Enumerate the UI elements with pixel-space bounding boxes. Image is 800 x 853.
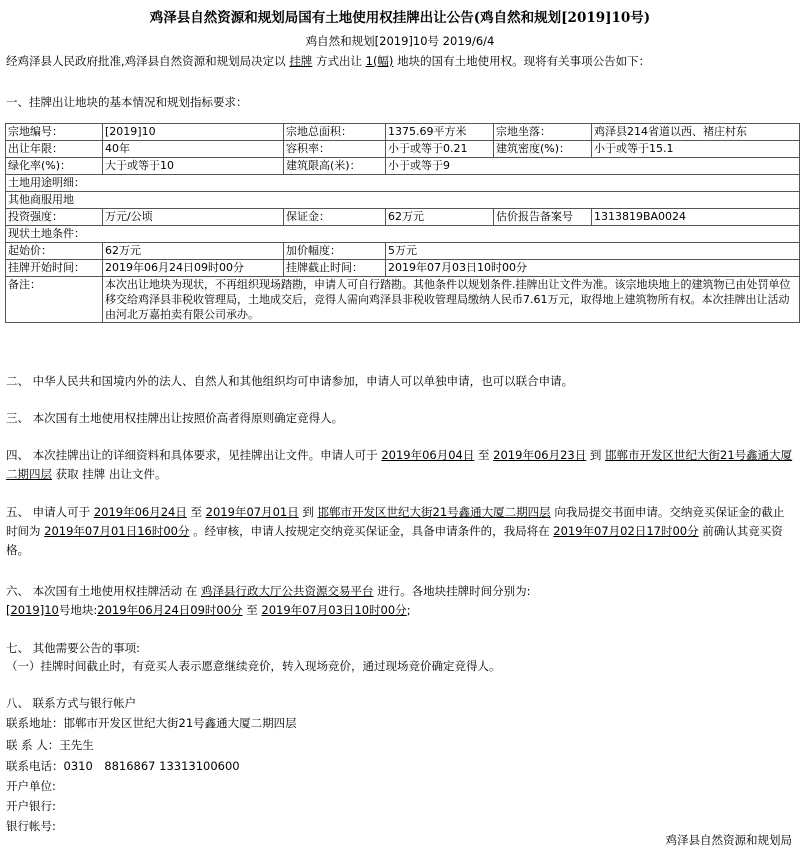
table-cell: 其他商服用地	[6, 192, 800, 209]
section-7-item: （一）挂牌时间截止时，有竞买人表示愿意继续竞价，转入现场竞价，通过现场竞价确定竞得人。	[6, 659, 501, 673]
section-7-heading: 七、 其他需要公告的事项:	[6, 641, 141, 655]
account-bank: 开户银行:	[6, 799, 56, 813]
table-row	[6, 226, 800, 243]
table-cell: 加价幅度：	[284, 243, 386, 260]
deadline-link[interactable]: 2019年07月02日17时00分	[553, 524, 699, 538]
table-cell: 起始价：	[6, 243, 103, 260]
contact-address: 联系地址：邯郸市开发区世纪大街21号鑫通大厦二期四层	[6, 716, 297, 730]
table-row	[6, 175, 800, 192]
table-cell: 备注：	[6, 277, 103, 323]
contact-phone: 联系电话：0310 8816867 13313100600	[6, 759, 240, 773]
table-cell: 1375.69平方米	[386, 124, 494, 141]
table-cell: 宗地编号：	[6, 124, 103, 141]
section-6: 六、 本次国有土地使用权挂牌活动 在 鸡泽县行政大厅公共资源交易平台 进行。各地块挂牌时间分别为: [2019]10号地块:2019年06月24日09时00分 至 2019年07月03日10时00分;	[6, 584, 531, 617]
method-link[interactable]: 挂牌	[289, 54, 313, 68]
section-5: 五、 申请人可于 2019年06月24日 至 2019年07月01日 到 邯郸市开发区世纪大街21号鑫通大厦二期四层 向我局提交书面申请。交纳竞买保证金的截止时间为 2019年07月01日16时00分 。经审核，申请人按规定交纳竞买保证金，具备申请条件的，我局将在 2019年07月02日17时00分 前确认其竞买资格。	[6, 505, 785, 557]
table-row	[6, 209, 800, 226]
table-cell: 挂牌截止时间：	[284, 260, 386, 277]
issuer-signature: 鸡泽县自然资源和规划局	[665, 833, 792, 847]
table-cell: 2019年06月24日09时00分	[103, 260, 284, 277]
account-number: 银行帐号:	[6, 819, 56, 833]
table-cell: 40年	[103, 141, 284, 158]
table-cell: [2019]10	[103, 124, 284, 141]
date-link[interactable]: 2019年06月23日	[493, 448, 587, 462]
table-cell: 小于或等于9	[386, 158, 800, 175]
table-row	[6, 260, 800, 277]
table-cell: 鸡泽县214省道以西、褚庄村东	[592, 124, 800, 141]
table-row	[6, 124, 800, 141]
deadline-link[interactable]: 2019年07月01日16时00分	[44, 524, 190, 538]
table-cell: 挂牌开始时间：	[6, 260, 103, 277]
section-8-heading: 八、 联系方式与银行帐户	[6, 696, 137, 710]
parcel-info-table	[5, 123, 800, 323]
table-cell: 宗地总面积：	[284, 124, 386, 141]
location-link[interactable]: 邯郸市开发区世纪大街21号鑫通大厦二期四层	[6, 448, 793, 481]
table-cell: 62万元	[386, 209, 494, 226]
table-cell: 62万元	[103, 243, 284, 260]
parcel-count: 1(幅)	[365, 54, 394, 68]
date-link[interactable]: 2019年07月01日	[205, 505, 299, 519]
account-unit: 开户单位:	[6, 779, 56, 793]
table-cell: 建筑密度(%)：	[494, 141, 592, 158]
table-cell: 土地用途明细：	[6, 175, 800, 192]
table-cell: 小于或等于15.1	[592, 141, 800, 158]
table-cell: 投资强度：	[6, 209, 103, 226]
table-cell: 2019年07月03日10时00分	[386, 260, 800, 277]
table-row	[6, 158, 800, 175]
table-cell: 小于或等于0.21	[386, 141, 494, 158]
table-cell: 现状土地条件：	[6, 226, 800, 243]
location-link[interactable]: 邯郸市开发区世纪大街21号鑫通大厦二期四层	[317, 505, 551, 519]
time-link[interactable]: 2019年07月03日10时00分	[261, 603, 407, 617]
table-row	[6, 243, 800, 260]
section-1-heading: 一、挂牌出让地块的基本情况和规划指标要求：	[6, 95, 248, 109]
date-link[interactable]: 2019年06月04日	[381, 448, 475, 462]
table-row	[6, 277, 800, 323]
table-cell: 建筑限高(米)：	[284, 158, 386, 175]
section-2: 二、 中华人民共和国境内外的法人、自然人和其他组织均可申请参加，申请人可以单独申请，也可以联合申请。	[6, 374, 574, 388]
parcel-code-link[interactable]: [2019]10	[6, 603, 59, 617]
date-link[interactable]: 2019年06月24日	[93, 505, 187, 519]
table-row	[6, 192, 800, 209]
table-cell: 保证金：	[284, 209, 386, 226]
table-cell: 万元/公顷	[103, 209, 284, 226]
table-row	[6, 141, 800, 158]
document-number: 鸡自然和规划[2019]10号 2019/6/4	[305, 34, 495, 48]
intro-paragraph: 经鸡泽县人民政府批准,鸡泽县自然资源和规划局决定以 挂牌 方式出让 1(幅) 地块的国有土地使用权。现将有关事项公告如下：	[6, 54, 651, 68]
table-cell: 大于或等于10	[103, 158, 284, 175]
section-4: 四、 本次挂牌出让的详细资料和具体要求，见挂牌出让文件。申请人可于 2019年06月04日 至 2019年06月23日 到 邯郸市开发区世纪大街21号鑫通大厦二期四层 获取 挂牌 出让文件。	[6, 448, 793, 481]
remarks-cell: 本次出让地块为现状，不再组织现场踏勘，申请人可自行踏勘。其他条件以规划条件.挂牌出让文件为准。该宗地块地上的建筑物已由处罚单位移交给鸡泽县非税收管理局，土地成交后，竞得人需向鸡泽县非税收管理局缴纳人民币7.61万元，取得地上建筑物所有权。本次挂牌出让活动由河北万嘉拍卖有限公司承办。	[103, 277, 800, 323]
table-cell: 宗地坐落：	[494, 124, 592, 141]
table-cell: 出让年限：	[6, 141, 103, 158]
time-link[interactable]: 2019年06月24日09时00分	[97, 603, 243, 617]
contact-person: 联 系 人：王先生	[6, 738, 94, 752]
table-cell: 5万元	[386, 243, 800, 260]
page-title: 鸡泽县自然资源和规划局国有土地使用权挂牌出让公告(鸡自然和规划[2019]10号)	[149, 10, 651, 26]
table-cell: 容积率：	[284, 141, 386, 158]
table-cell: 估价报告备案号	[494, 209, 592, 226]
venue-link[interactable]: 鸡泽县行政大厅公共资源交易平台	[200, 584, 374, 598]
table-cell: 绿化率(%)：	[6, 158, 103, 175]
section-3: 三、 本次国有土地使用权挂牌出让按照价高者得原则确定竞得人。	[6, 411, 344, 425]
table-cell: 1313819BA0024	[592, 209, 800, 226]
